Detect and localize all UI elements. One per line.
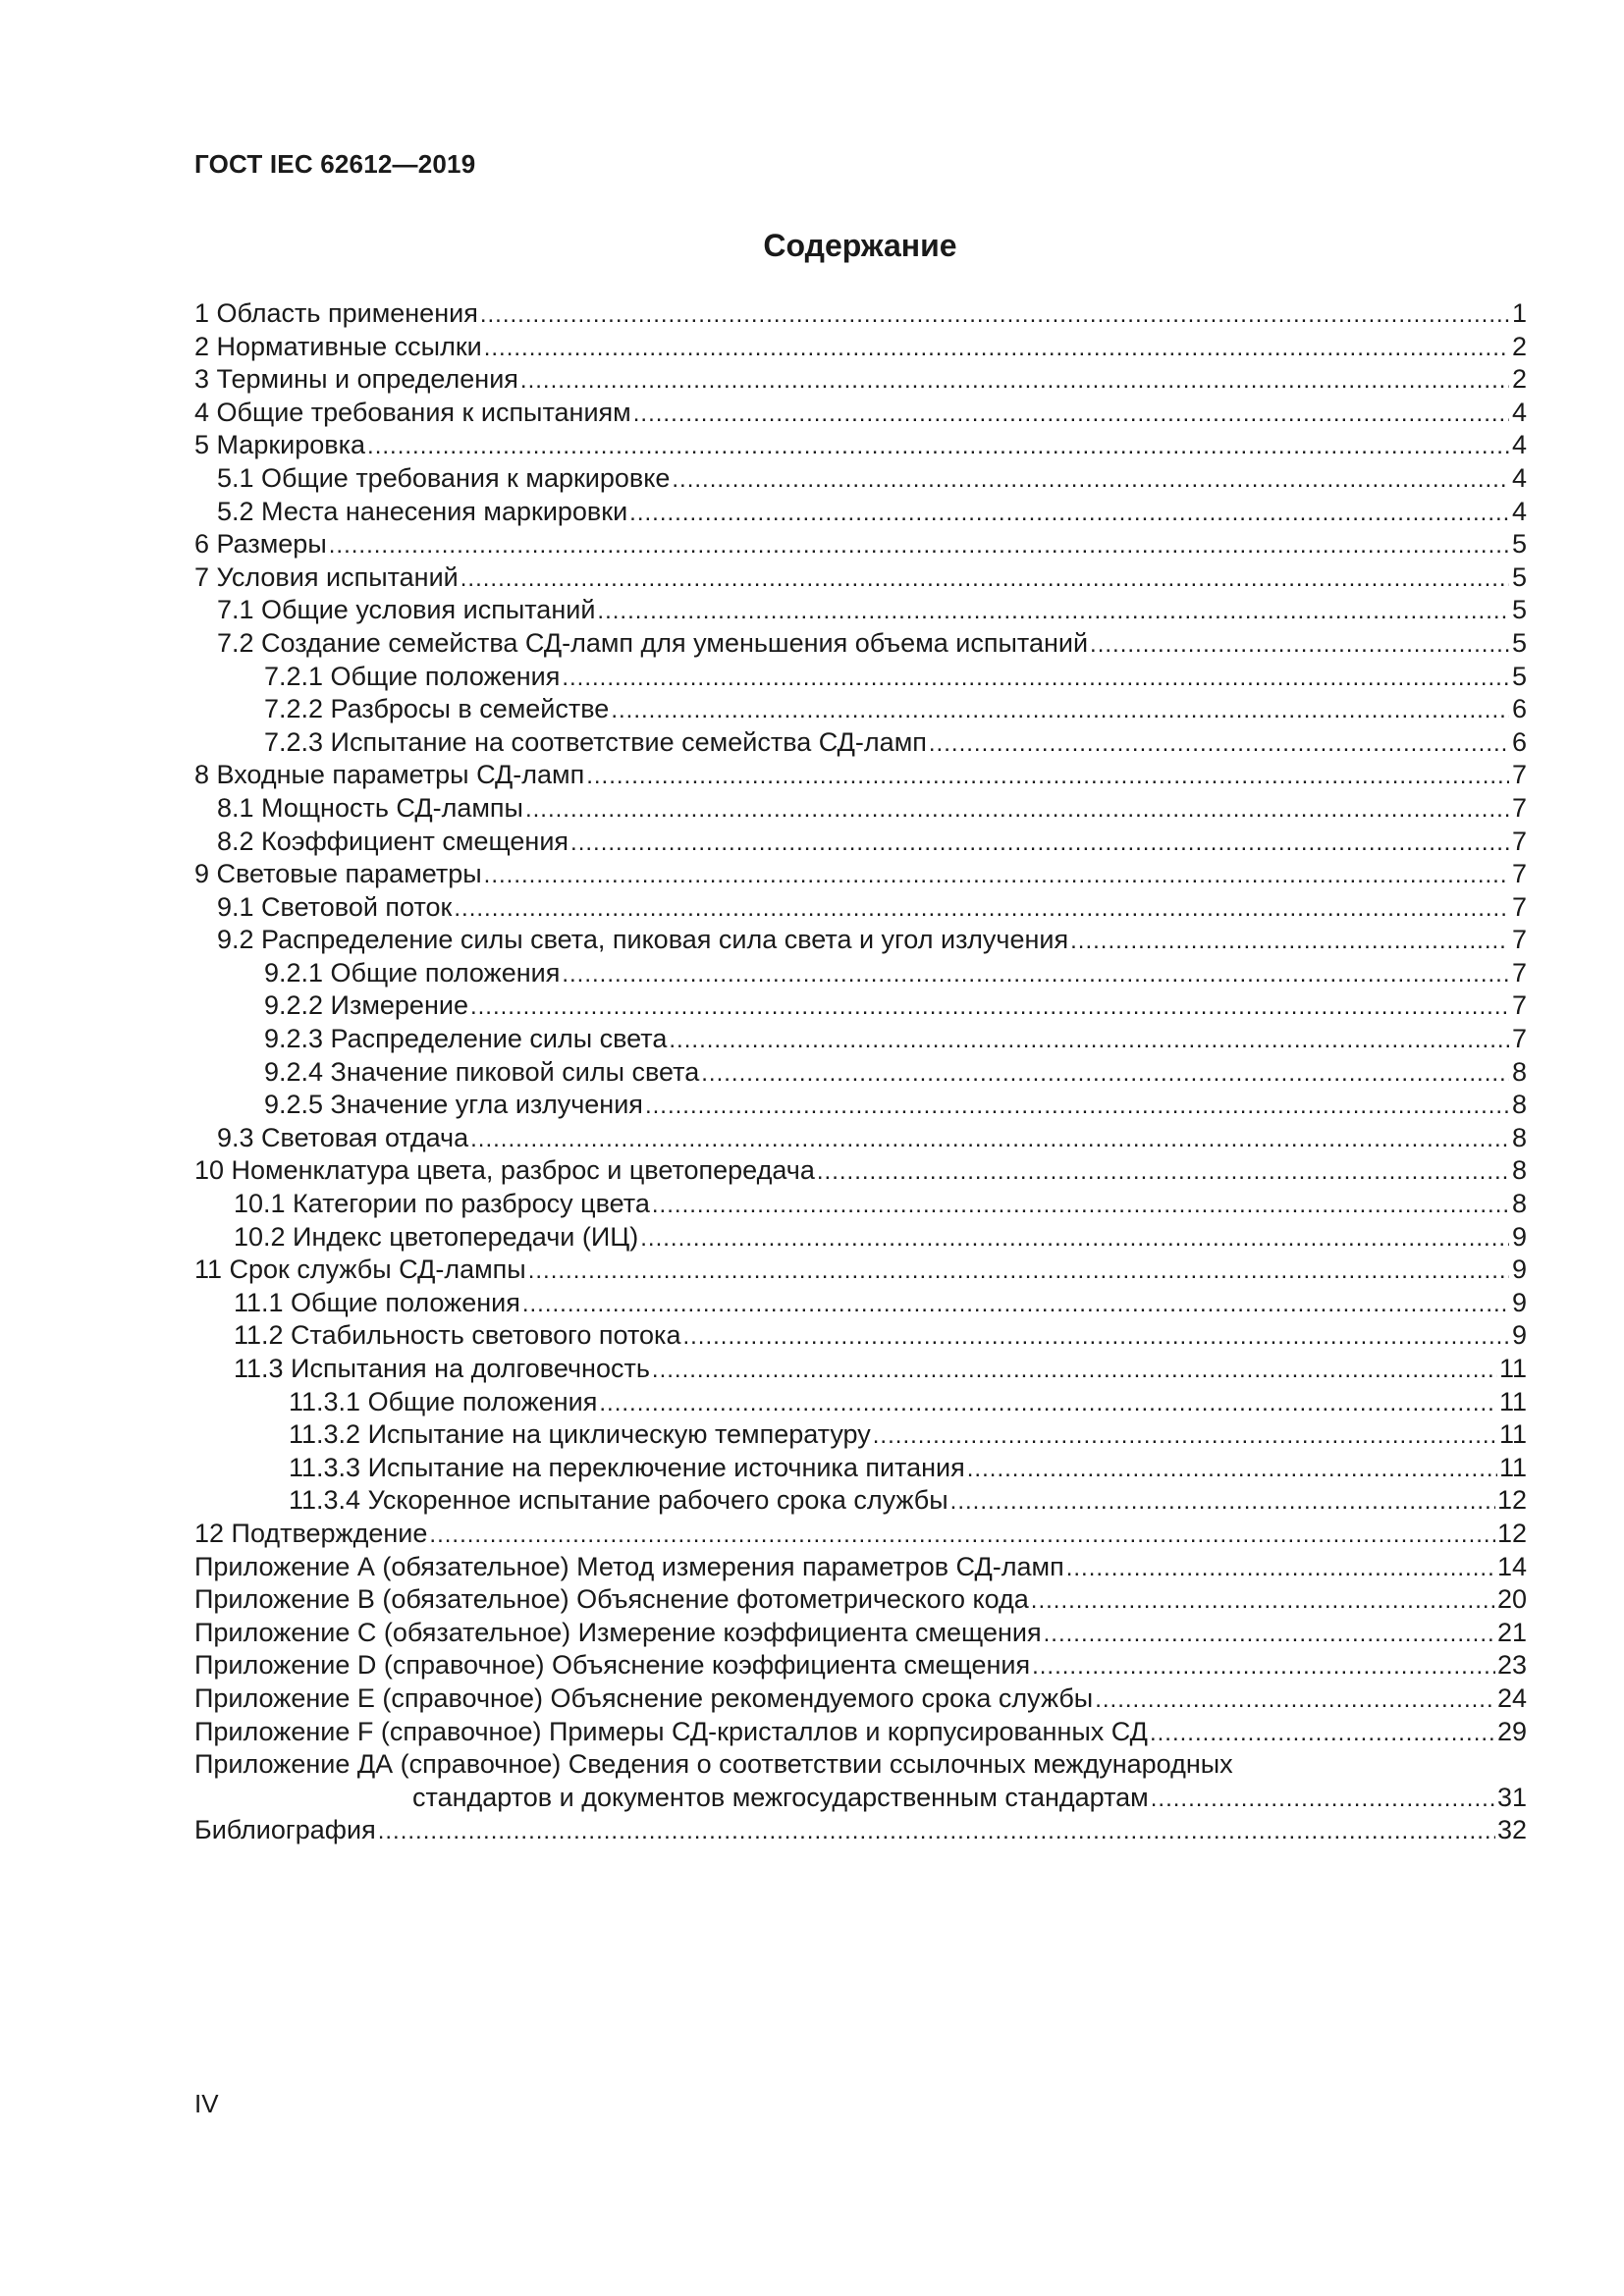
toc-entry-page: 2 (1511, 364, 1527, 395)
toc-entry-page: 7 (1511, 925, 1527, 955)
toc-dot-leader (367, 430, 1509, 463)
toc-entry-label: Приложение В (обязательное) Объяснение фотометрического кода (194, 1584, 1029, 1615)
toc-entry[interactable] (194, 1748, 1527, 1782)
toc-entry[interactable] (194, 1023, 1527, 1056)
toc-entry-page: 32 (1496, 1815, 1527, 1845)
toc-entry-page: 6 (1511, 726, 1527, 757)
toc-entry[interactable] (194, 759, 1527, 792)
toc-dot-leader (470, 990, 1509, 1024)
toc-entry-page: 21 (1496, 1617, 1527, 1647)
toc-entry-label: Приложение ДА (справочное) Сведения о соответствии ссылочных международных (194, 1749, 1233, 1780)
toc-entry[interactable] (194, 1682, 1527, 1716)
toc-entry-page: 29 (1496, 1716, 1527, 1746)
toc-entry-label: 7.2.3 Испытание на соответствие семейства СД-ламп (264, 726, 927, 757)
toc-entry-label: 1 Область применения (194, 298, 478, 328)
toc-entry-page: 8 (1511, 1056, 1527, 1087)
toc-entry-page: 9 (1511, 1287, 1527, 1317)
toc-entry-page: 11 (1498, 1419, 1527, 1450)
toc-entry-page: 23 (1496, 1650, 1527, 1681)
toc-dot-leader (1032, 1650, 1495, 1683)
toc-dot-leader (669, 1024, 1509, 1057)
toc-dot-leader (1151, 1783, 1495, 1816)
toc-entry[interactable] (194, 1617, 1527, 1650)
toc-entry-page: 7 (1511, 1024, 1527, 1054)
toc-entry[interactable] (194, 1551, 1527, 1584)
toc-entry-label: 3 Термины и определения (194, 364, 518, 395)
toc-entry[interactable] (194, 924, 1527, 957)
toc-entry-label: стандартов и документов межгосударственным стандартам (412, 1782, 1149, 1812)
toc-entry-page: 7 (1511, 957, 1527, 988)
toc-entry-page: 5 (1511, 627, 1527, 658)
toc-entry-label: 11.2 Стабильность светового потока (234, 1320, 681, 1351)
toc-dot-leader (586, 760, 1509, 793)
toc-entry-page: 4 (1511, 462, 1527, 493)
toc-dot-leader (817, 1155, 1509, 1189)
toc-dot-leader (929, 727, 1509, 761)
toc-entry[interactable] (194, 1188, 1527, 1221)
toc-entry-page: 9 (1511, 1255, 1527, 1285)
toc-dot-leader (525, 793, 1509, 827)
toc-dot-leader (562, 662, 1509, 695)
toc-entry-page: 5 (1511, 595, 1527, 625)
toc-dot-leader (528, 1255, 1509, 1288)
toc-dot-leader (640, 1222, 1509, 1255)
toc-entry-label: 9.3 Световая отдача (217, 1122, 469, 1152)
toc-entry-label: 9.2.4 Значение пиковой силы света (264, 1056, 700, 1087)
toc-entry-page: 2 (1511, 331, 1527, 361)
toc-entry-label: 10.2 Индекс цветопередачи (ИЦ) (234, 1221, 639, 1252)
toc-entry-page: 1 (1511, 298, 1527, 328)
toc-entry-label: Приложение А (обязательное) Метод измерения параметров СД-ламп (194, 1551, 1064, 1581)
toc-entry[interactable] (194, 792, 1527, 826)
toc-dot-leader (460, 562, 1509, 596)
toc-dot-leader (1095, 1683, 1495, 1717)
toc-entry-label: Приложение Е (справочное) Объяснение рекомендуемого срока службы (194, 1682, 1094, 1713)
toc-dot-leader (645, 1090, 1509, 1123)
toc-entry-label: 7.2 Создание семейства СД-ламп для уменьшения объема испытаний (217, 627, 1089, 658)
toc-entry[interactable] (194, 1254, 1527, 1287)
toc-entry-page: 8 (1511, 1122, 1527, 1152)
toc-entry[interactable] (194, 726, 1527, 760)
toc-dot-leader (520, 364, 1509, 398)
toc-entry-page: 11 (1498, 1452, 1527, 1482)
toc-entry[interactable] (194, 661, 1527, 694)
toc-entry[interactable] (194, 957, 1527, 990)
toc-dot-leader (484, 859, 1509, 892)
toc-entry-page: 12 (1496, 1485, 1527, 1516)
toc-dot-leader (599, 1387, 1497, 1420)
toc-entry-page: 20 (1496, 1584, 1527, 1615)
toc-dot-leader (1066, 1552, 1495, 1585)
toc-entry-page: 11 (1498, 1386, 1527, 1416)
toc-dot-leader (652, 1189, 1509, 1222)
toc-entry-label: 9.1 Световой поток (217, 891, 453, 922)
toc-dot-leader (570, 827, 1509, 860)
toc-entry-page: 9 (1511, 1320, 1527, 1351)
toc-entry[interactable] (194, 1518, 1527, 1551)
toc-entry-label: 10 Номенклатура цвета, разброс и цветопередача (194, 1155, 815, 1186)
toc-entry[interactable] (194, 1484, 1527, 1518)
toc-dot-leader (484, 332, 1509, 365)
toc-entry-label: 9.2.2 Измерение (264, 990, 468, 1021)
toc-entry-label: 9.2.3 Распределение силы света (264, 1024, 668, 1054)
toc-entry[interactable] (194, 1583, 1527, 1617)
toc-entry-label: Библиография (194, 1815, 376, 1845)
toc-entry-page: 8 (1511, 1090, 1527, 1120)
toc-entry-label: 7.1 Общие условия испытаний (217, 595, 596, 625)
toc-dot-leader (629, 497, 1509, 530)
document-code: ГОСТ IEC 62612—2019 (194, 149, 476, 179)
toc-entry[interactable] (194, 297, 1527, 331)
toc-entry-page: 8 (1511, 1155, 1527, 1186)
toc-entry-label: 11.3.2 Испытание на циклическую температуру (289, 1419, 871, 1450)
toc-dot-leader (652, 1354, 1497, 1387)
toc-dot-leader (950, 1485, 1495, 1519)
toc-entry[interactable] (194, 1814, 1527, 1847)
toc-entry[interactable] (194, 363, 1527, 397)
toc-entry[interactable] (194, 1452, 1527, 1485)
toc-entry-label: Приложение D (справочное) Объяснение коэффициента смещения (194, 1650, 1031, 1681)
toc-entry[interactable] (194, 1386, 1527, 1419)
toc-entry-label: 11.3 Испытания на долговечность (234, 1354, 650, 1383)
toc-entry[interactable] (194, 561, 1527, 595)
toc-entry-label: 8 Входные параметры СД-ламп (194, 760, 585, 790)
toc-entry[interactable] (194, 1353, 1527, 1386)
toc-entry-label: 6 Размеры (194, 529, 327, 560)
toc-entry[interactable] (194, 1056, 1527, 1090)
toc-entry[interactable] (194, 528, 1527, 561)
toc-dot-leader (611, 694, 1509, 727)
toc-entry-label: 7.2.1 Общие положения (264, 661, 561, 691)
toc-entry-label: 9.2.5 Значение угла излучения (264, 1090, 643, 1120)
toc-entry-page: 11 (1498, 1354, 1527, 1383)
toc-entry-label: Приложение С (обязательное) Измерение коэффициента смещения (194, 1617, 1042, 1647)
toc-dot-leader (1070, 925, 1509, 958)
toc-entry[interactable] (194, 826, 1527, 859)
toc-entry[interactable] (194, 1154, 1527, 1188)
toc-entry-label: 2 Нормативные ссылки (194, 331, 482, 361)
toc-entry-page: 4 (1511, 430, 1527, 460)
toc-dot-leader (522, 1288, 1509, 1321)
toc-dot-leader (701, 1057, 1509, 1091)
toc-entry-label: 10.1 Категории по разбросу цвета (234, 1189, 650, 1219)
toc-entry-page: 7 (1511, 990, 1527, 1021)
toc-entry[interactable] (194, 1649, 1527, 1682)
toc-entry[interactable] (194, 496, 1527, 529)
toc-dot-leader (480, 298, 1509, 332)
toc-entry-label: 12 Подтверждение (194, 1518, 428, 1548)
toc-entry[interactable] (194, 331, 1527, 364)
toc-entry[interactable] (194, 1319, 1527, 1353)
toc-entry-page: 31 (1496, 1782, 1527, 1812)
toc-entry-page: 12 (1496, 1518, 1527, 1548)
toc-entry-label: 5.1 Общие требования к маркировке (217, 462, 671, 493)
toc-dot-leader (597, 595, 1509, 628)
toc-entry-label: 11 Срок службы СД-лампы (194, 1255, 526, 1285)
toc-entry-page: 7 (1511, 859, 1527, 889)
toc-entry[interactable] (194, 891, 1527, 925)
toc-entry[interactable] (194, 397, 1527, 430)
toc-entry-page: 5 (1511, 561, 1527, 592)
toc-entry-page: 4 (1511, 397, 1527, 427)
toc-entry[interactable] (194, 1089, 1527, 1122)
toc-entry[interactable] (194, 594, 1527, 627)
toc-entry[interactable] (194, 462, 1527, 496)
toc-dot-leader (967, 1453, 1497, 1486)
toc-entry-label: 9 Световые параметры (194, 859, 482, 889)
toc-dot-leader (1090, 628, 1509, 662)
toc-title: Содержание (763, 228, 957, 263)
page-number: IV (194, 2089, 219, 2118)
toc-entry-page: 7 (1511, 760, 1527, 790)
toc-entry-label: 11.1 Общие положения (234, 1287, 520, 1317)
toc-entry-page: 14 (1496, 1551, 1527, 1581)
toc-dot-leader (562, 958, 1509, 991)
toc-entry-page: 9 (1511, 1221, 1527, 1252)
toc-entry-label: 9.2.1 Общие положения (264, 957, 561, 988)
toc-dot-leader (682, 1320, 1509, 1354)
toc-dot-leader (454, 892, 1509, 926)
toc-entry-label: 5 Маркировка (194, 430, 366, 460)
toc-dot-leader (873, 1419, 1497, 1453)
toc-entry[interactable] (194, 1287, 1527, 1320)
toc-entry[interactable] (194, 627, 1527, 661)
toc-dot-leader (633, 398, 1509, 431)
toc-entry[interactable] (194, 1716, 1527, 1749)
toc-entry-label: 4 Общие требования к испытаниям (194, 397, 631, 427)
toc-dot-leader (470, 1123, 1509, 1156)
toc-entry[interactable] (194, 858, 1527, 891)
toc-entry-label: 11.3.4 Ускоренное испытание рабочего срока службы (289, 1485, 948, 1516)
toc-entry-page: 7 (1511, 792, 1527, 823)
toc-dot-leader (1150, 1717, 1495, 1750)
toc-entry[interactable] (194, 1122, 1527, 1155)
toc-dot-leader (1044, 1618, 1495, 1651)
toc-entry-page: 24 (1496, 1682, 1527, 1713)
toc-entry-page: 5 (1511, 529, 1527, 560)
toc-dot-leader (429, 1519, 1495, 1552)
toc-entry[interactable] (194, 1418, 1527, 1452)
toc-entry[interactable] (194, 1782, 1527, 1815)
toc-entry-label: 8.1 Мощность СД-лампы (217, 792, 523, 823)
toc-entry-label: 8.2 Коэффициент смещения (217, 826, 569, 856)
toc-entry-label: 11.3.3 Испытание на переключение источника питания (289, 1452, 965, 1482)
toc-entry-label: 11.3.1 Общие положения (289, 1386, 598, 1416)
toc-entry-label: 9.2 Распределение силы света, пиковая сила света и угол излучения (217, 925, 1069, 955)
toc-dot-leader (672, 463, 1509, 497)
toc-entry[interactable] (194, 429, 1527, 462)
table-of-contents (194, 297, 1527, 1847)
toc-entry[interactable] (194, 989, 1527, 1023)
toc-entry-label: Приложение F (справочное) Примеры СД-кристаллов и корпусированных СД (194, 1716, 1148, 1746)
toc-entry[interactable] (194, 1221, 1527, 1255)
toc-entry-page: 8 (1511, 1189, 1527, 1219)
toc-entry-label: 5.2 Места нанесения маркировки (217, 496, 628, 526)
toc-entry-page: 5 (1511, 661, 1527, 691)
toc-entry[interactable] (194, 693, 1527, 726)
toc-dot-leader (329, 529, 1509, 562)
toc-entry-page: 6 (1511, 694, 1527, 724)
toc-dot-leader (378, 1815, 1495, 1848)
toc-entry-page: 7 (1511, 891, 1527, 922)
toc-entry-page: 4 (1511, 496, 1527, 526)
toc-entry-label: 7 Условия испытаний (194, 561, 459, 592)
toc-entry-label: 7.2.2 Разбросы в семействе (264, 694, 610, 724)
toc-dot-leader (1031, 1584, 1495, 1618)
toc-entry-page: 7 (1511, 826, 1527, 856)
